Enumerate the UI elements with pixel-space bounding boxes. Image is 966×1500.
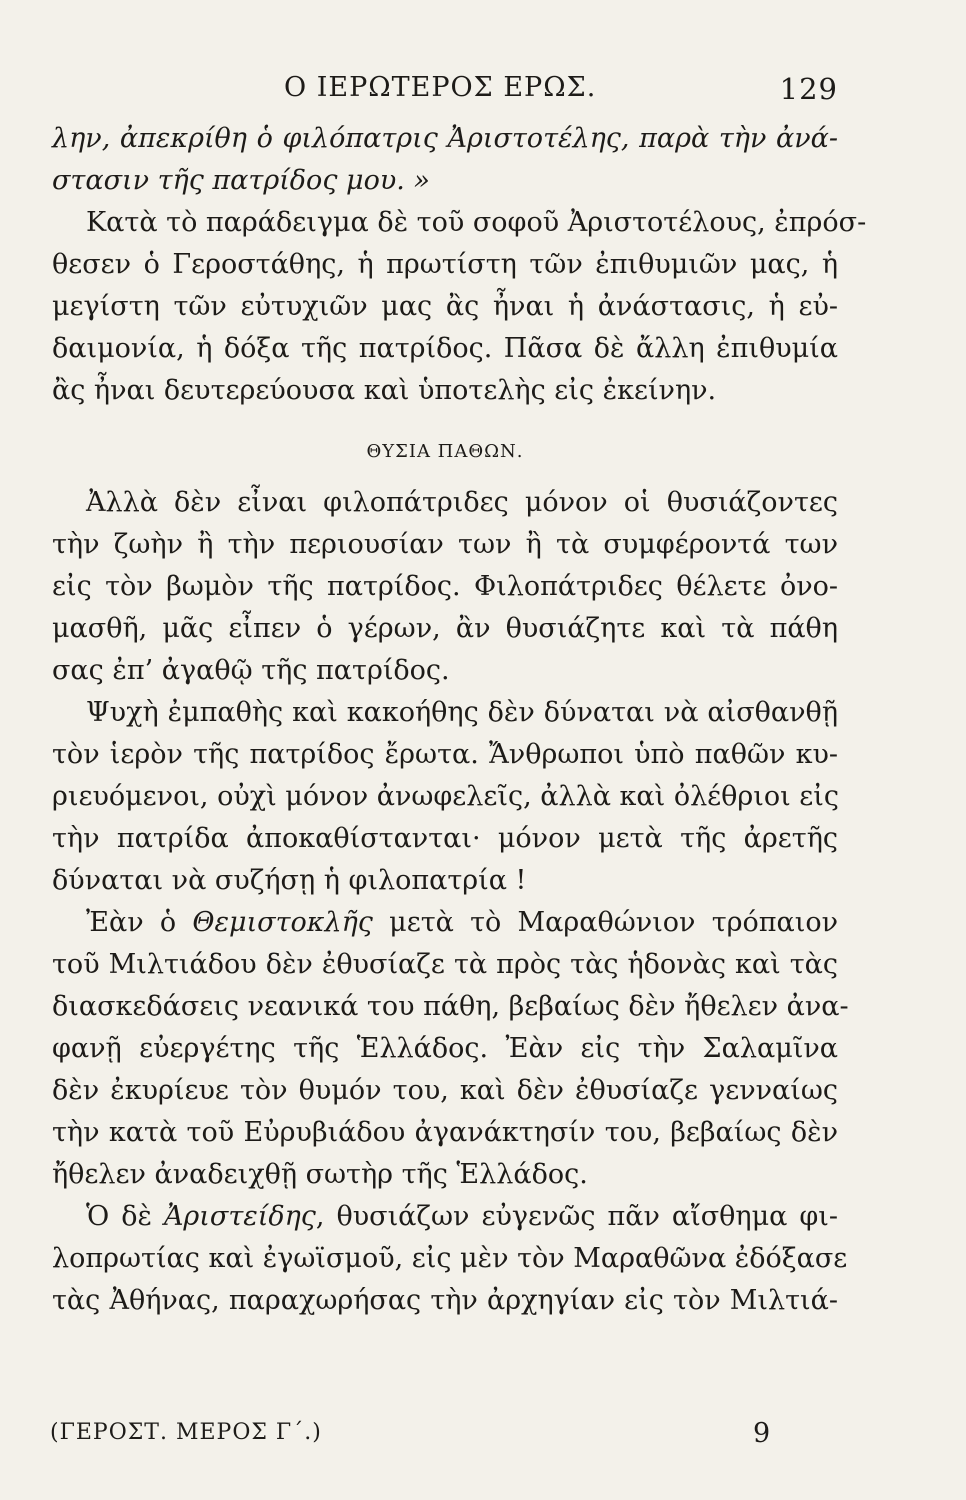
text-line: ἤθελεν ἀναδειχθῇ σωτὴρ τῆς Ἑλλάδος. xyxy=(52,1159,588,1190)
text-run: , θυσιάζων εὐγενῶς πᾶν αἴσθημα φι- xyxy=(315,1201,838,1232)
text-line: στασιν τῆς πατρίδος μου. » xyxy=(52,165,430,196)
running-title: Ο ΙΕΡΩΤΕΡΟΣ ΕΡΩΣ. xyxy=(284,72,597,103)
page-number: 129 xyxy=(779,72,838,106)
section-heading: ΘΥΣΙΑ ΠΑΘΩΝ. xyxy=(366,441,524,462)
paragraph-aristides xyxy=(52,1196,848,1322)
paragraph-sacrifice xyxy=(52,482,838,692)
text-line: τὴν κατὰ τοῦ Εὐρυβιάδου ἀγανάκτησίν του, βεβαίως δὲν xyxy=(52,1117,838,1148)
text-line: σας ἐπ’ ἀγαθῷ τῆς πατρίδος. xyxy=(52,655,450,686)
text-line: λην, ἀπεκρίθη ὁ φιλόπατρις Ἀριστοτέλης, παρὰ τὴν ἀνά- xyxy=(52,123,838,154)
paragraph-themistocles xyxy=(52,902,849,1196)
text-line: δὲν ἐκυρίευε τὸν θυμόν του, καὶ δὲν ἐθυσίαζε γενναίως xyxy=(52,1075,838,1106)
sheet-number: 9 xyxy=(753,1418,772,1449)
text-line: εἰς τὸν βωμὸν τῆς πατρίδος. Φιλοπάτριδες θέλετε ὀνο- xyxy=(52,571,838,602)
text-line: Κατὰ τὸ παράδειγμα δὲ τοῦ σοφοῦ Ἀριστοτέλους, ἐπρόσ- xyxy=(86,207,867,238)
text-line: δαιμονία, ἡ δόξα τῆς πατρίδος. Πᾶσα δὲ ἄλλη ἐπιθυμία xyxy=(52,333,838,364)
person-name: Ἀριστείδης xyxy=(163,1201,316,1232)
text-line: Ψυχὴ ἐμπαθὴς καὶ κακοήθης δὲν δύναται νὰ αἰσθανθῇ xyxy=(86,697,838,728)
text-line: διασκεδάσεις νεανικά του πάθη, βεβαίως δὲν ἤθελεν ἀνα- xyxy=(52,991,849,1022)
text-line: τὸν ἱερὸν τῆς πατρίδος ἔρωτα. Ἄνθρωποι ὑπὸ παθῶν κυ- xyxy=(52,739,838,770)
text-line: ριευόμενοι, οὐχὶ μόνον ἀνωφελεῖς, ἀλλὰ καὶ ὀλέθριοι εἰς xyxy=(52,781,840,812)
text-run: Ἐὰν ὁ xyxy=(86,907,193,938)
text-line: Ἀλλὰ δὲν εἶναι φιλοπάτριδες μόνον οἱ θυσιάζοντες xyxy=(86,487,838,518)
text-line: τὴν ζωὴν ἢ τὴν περιουσίαν των ἢ τὰ συμφέροντά των xyxy=(52,529,838,560)
paragraph-continuation xyxy=(52,118,867,412)
text-line: τὰς Ἀθήνας, παραχωρήσας τὴν ἀρχηγίαν εἰς τὸν Μιλτιά- xyxy=(52,1285,838,1316)
text-line: μεγίστη τῶν εὐτυχιῶν μας ἂς ἦναι ἡ ἀνάστασις, ἡ εὐ- xyxy=(52,291,838,322)
signature-mark: (ΓΕΡΟΣΤ. ΜΕΡΟΣ Γ΄.) xyxy=(50,1420,322,1445)
text-line: δύναται νὰ συζήσῃ ἡ φιλοπατρία ! xyxy=(52,865,527,896)
text-line: φανῇ εὐεργέτης τῆς Ἑλλάδος. Ἐὰν εἰς τὴν Σαλαμῖνα xyxy=(52,1033,838,1064)
text-line: λοπρωτίας καὶ ἐγωϊσμοῦ, εἰς μὲν τὸν Μαραθῶνα ἐδόξασε xyxy=(52,1243,848,1274)
text-line xyxy=(52,902,838,944)
text-run: μετὰ τὸ Μαραθώνιον τρόπαιον xyxy=(372,907,838,938)
text-line: τὴν πατρίδα ἀποκαθίστανται· μόνον μετὰ τῆς ἀρετῆς xyxy=(52,823,838,854)
text-line: τοῦ Μιλτιάδου δὲν ἐθυσίαζε τὰ πρὸς τὰς ἡδονὰς καὶ τὰς xyxy=(52,949,838,980)
text-run: Ὁ δὲ xyxy=(86,1201,164,1232)
text-line: μασθῆ, μᾶς εἶπεν ὁ γέρων, ἂν θυσιάζητε καὶ τὰ πάθη xyxy=(52,613,838,644)
text-line xyxy=(52,1196,838,1238)
text-line: ἂς ἦναι δευτερεύουσα καὶ ὑποτελὴς εἰς ἐκείνην. xyxy=(52,375,717,406)
paragraph-soul xyxy=(52,692,838,902)
text-line: θεσεν ὁ Γεροστάθης, ἡ πρωτίστη τῶν ἐπιθυμιῶν μας, ἡ xyxy=(52,249,838,280)
person-name: Θεμιστοκλῆς xyxy=(192,907,373,938)
running-head xyxy=(52,72,838,118)
